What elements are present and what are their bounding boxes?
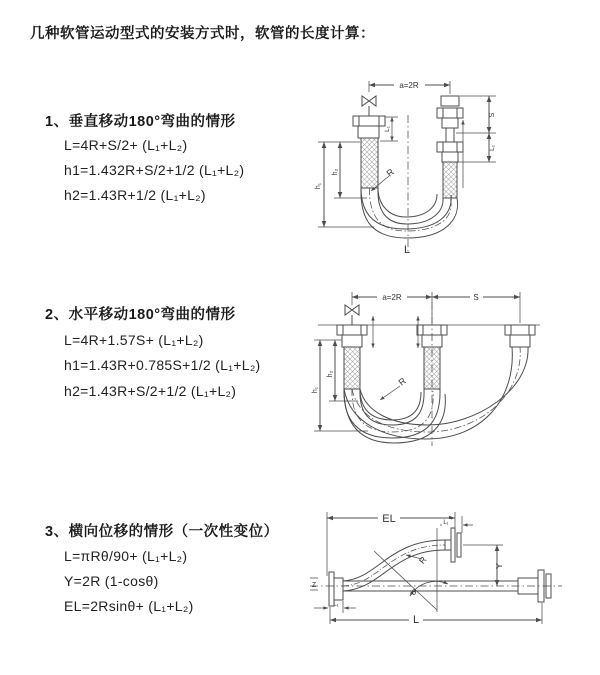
diagram2-labels bbox=[312, 292, 483, 393]
length-label: L bbox=[403, 244, 411, 256]
section-2-heading: 2、水平移动180°弯曲的情形 bbox=[45, 307, 236, 323]
dim-label-h1: h₁ bbox=[315, 182, 322, 190]
dim-label-l1-bottom: L₁ bbox=[333, 602, 339, 608]
formula-3-length: L=πRθ/90+ (L₁+L₂) bbox=[64, 548, 188, 564]
diagram-horizontal-180-bend bbox=[308, 282, 600, 452]
radius-label: R bbox=[384, 166, 396, 179]
formula-1-h2: h2=1.43R+1/2 (L₁+L₂) bbox=[64, 187, 206, 203]
dim-label-a2r: a=2R bbox=[399, 81, 419, 90]
angle-label: θ bbox=[411, 588, 417, 597]
formula-3-el: EL=2Rsinθ+ (L₁+L₂) bbox=[64, 598, 194, 614]
dim-label-l1-top: L₁ bbox=[443, 520, 449, 526]
page-title: 几种软管运动型式的安装方式时，软管的长度计算： bbox=[30, 26, 375, 42]
diagram3-labels bbox=[312, 511, 504, 626]
formula-2-length: L=4R+1.57S+ (L₁+L₂) bbox=[64, 332, 204, 348]
diagram2-linework bbox=[314, 292, 540, 446]
datum-mark: Z bbox=[311, 582, 317, 589]
dim-label-s: S bbox=[489, 112, 496, 118]
dim-label-h2: h₂ bbox=[332, 168, 339, 176]
formula-1-h1: h1=1.432R+S/2+1/2 (L₁+L₂) bbox=[64, 162, 245, 178]
dim-label-l1-right: L₁ bbox=[489, 145, 496, 151]
formula-3-y: Y=2R (1-cosθ) bbox=[64, 573, 159, 589]
dim-label-l1-left: L₁ bbox=[384, 126, 391, 132]
formula-2-h2: h2=1.43R+S/2+1/2 (L₁+L₂) bbox=[64, 383, 237, 399]
radius-label: R bbox=[396, 375, 408, 388]
dim-label-h2: h₂ bbox=[327, 370, 334, 378]
dim-label-h1: h₁ bbox=[312, 386, 319, 394]
diagram3-linework bbox=[310, 512, 562, 624]
diagram1-labels bbox=[315, 80, 496, 256]
dim-label-s: S bbox=[473, 293, 479, 302]
formula-1-length: L=4R+S/2+ (L₁+L₂) bbox=[64, 137, 188, 153]
valve-icon bbox=[345, 305, 359, 315]
radius-label: R bbox=[416, 554, 429, 566]
section-3-heading: 3、横向位移的情形（一次性变位） bbox=[45, 524, 279, 540]
valve-icon bbox=[362, 96, 376, 106]
dim-label-a2r: a=2R bbox=[382, 293, 402, 302]
dim-label-y: Y bbox=[494, 563, 504, 569]
length-label: L bbox=[412, 614, 420, 626]
diagram-vertical-180-bend bbox=[310, 70, 600, 268]
formula-2-h1: h1=1.43R+0.785S+1/2 (L₁+L₂) bbox=[64, 357, 261, 373]
section-1-heading: 1、垂直移动180°弯曲的情形 bbox=[45, 114, 236, 130]
dim-label-el: EL bbox=[382, 513, 396, 525]
diagram1-linework bbox=[318, 81, 496, 253]
diagram-lateral-displacement bbox=[300, 502, 600, 660]
